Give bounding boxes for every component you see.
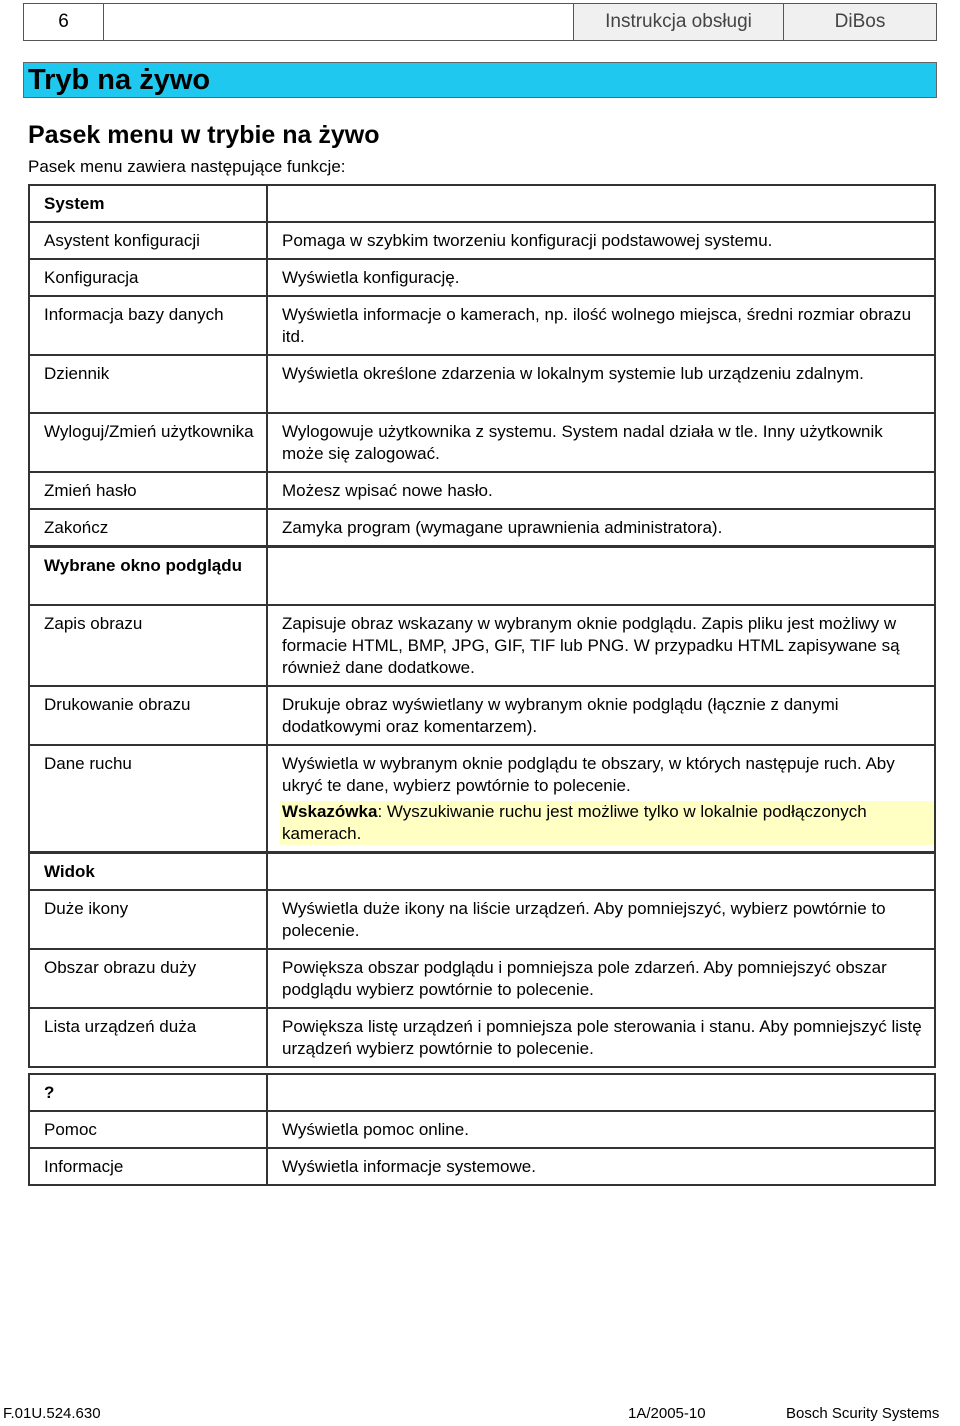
menu-item-desc: Zamyka program (wymagane uprawnienia administratora). xyxy=(267,509,935,546)
chapter-title: Tryb na żywo xyxy=(23,62,937,98)
menu-item-name: Pomoc xyxy=(29,1111,267,1148)
menu-item-name: Lista urządzeń duża xyxy=(29,1008,267,1067)
menu-item-desc: Wyświetla informacje systemowe. xyxy=(267,1148,935,1185)
menu-item-name: Informacje xyxy=(29,1148,267,1185)
group-title-desc xyxy=(267,1074,935,1111)
footer-doc-number: F.01U.524.630 xyxy=(3,1405,101,1422)
menu-item-name: Zakończ xyxy=(29,509,267,546)
header-spacer xyxy=(104,4,574,40)
menu-item-desc: Wyświetla określone zdarzenia w lokalnym systemie lub urządzeniu zdalnym. xyxy=(267,355,935,413)
hint-label: Wskazówka xyxy=(282,802,378,821)
hint-text: : Wyszukiwanie ruchu jest możliwe tylko w lokalnie podłączonych kamerach. xyxy=(282,802,867,843)
menu-item-name: Zapis obrazu xyxy=(29,605,267,686)
menu-item-desc: Powiększa listę urządzeń i pomniejsza pole sterowania i stanu. Aby pomniejszyć listę urządzeń wybierz powtórnie to polecenie. xyxy=(267,1008,935,1067)
group-title-desc xyxy=(267,185,935,222)
menu-item-desc: Drukuje obraz wyświetlany w wybranym oknie podglądu (łącznie z danymi dodatkowymi oraz komentarzem). xyxy=(267,686,935,745)
group-title: ? xyxy=(29,1074,267,1111)
footer-company: Bosch Scurity Systems xyxy=(786,1405,940,1422)
menu-item-desc: Pomaga w szybkim tworzeniu konfiguracji podstawowej systemu. xyxy=(267,222,935,259)
menu-item-name: Konfiguracja xyxy=(29,259,267,296)
menu-item-desc: Powiększa obszar podglądu i pomniejsza pole zdarzeń. Aby pomniejszyć obszar podglądu wybierz powtórnie to polecenie. xyxy=(267,949,935,1008)
preview-window-menu-table xyxy=(28,546,936,853)
group-title: System xyxy=(29,185,267,222)
menu-item-desc: Wylogowuje użytkownika z systemu. System nadal działa w tle. Inny użytkownik może się zalogować. xyxy=(267,413,935,472)
menu-item-name: Wyloguj/Zmień użytkownika xyxy=(29,413,267,472)
menu-item-name: Dziennik xyxy=(29,355,267,413)
menu-item-name: Obszar obrazu duży xyxy=(29,949,267,1008)
help-menu-table xyxy=(28,1073,936,1186)
menu-item-desc: Wyświetla konfigurację. xyxy=(267,259,935,296)
menu-item-desc: Wyświetla duże ikony na liście urządzeń. Aby pomniejszyć, wybierz powtórnie to polecenie. xyxy=(267,890,935,949)
menu-item-desc: Wyświetla w wybranym oknie podglądu te obszary, w których następuje ruch. Aby ukryć te dane, wybierz powtórnie to polecenie. xyxy=(282,754,895,795)
hint-note xyxy=(280,801,934,845)
menu-item-desc: Wyświetla pomoc online. xyxy=(267,1111,935,1148)
menu-item-desc: Zapisuje obraz wskazany w wybranym oknie podglądu. Zapis pliku jest możliwy w formacie HTML, BMP, JPG, GIF, TIF lub PNG. W przypadku HTML zapisywane są również dane dodatkowe. xyxy=(267,605,935,686)
intro-text: Pasek menu zawiera następujące funkcje: xyxy=(28,157,346,176)
menu-item-desc: Możesz wpisać nowe hasło. xyxy=(267,472,935,509)
menu-item-name: Duże ikony xyxy=(29,890,267,949)
menu-item-name: Dane ruchu xyxy=(29,745,267,852)
menu-item-desc: Wyświetla informacje o kamerach, np. ilość wolnego miejsca, średni rozmiar obrazu itd. xyxy=(267,296,935,355)
menu-item-desc-cell xyxy=(267,745,935,852)
group-title: Wybrane okno podglądu xyxy=(29,547,267,605)
menu-item-name: Informacja bazy danych xyxy=(29,296,267,355)
page-header xyxy=(23,3,937,41)
menu-item-name: Drukowanie obrazu xyxy=(29,686,267,745)
menu-item-name: Zmień hasło xyxy=(29,472,267,509)
menu-item-name: Asystent konfiguracji xyxy=(29,222,267,259)
group-title-desc xyxy=(267,547,935,605)
group-title-desc xyxy=(267,853,935,890)
manual-title: Instrukcja obsługi xyxy=(574,4,784,40)
view-menu-table xyxy=(28,852,936,1068)
group-title: Widok xyxy=(29,853,267,890)
section-title: Pasek menu w trybie na żywo xyxy=(28,121,380,149)
system-menu-table xyxy=(28,184,936,547)
page-number: 6 xyxy=(24,4,104,40)
product-name: DiBos xyxy=(784,4,936,40)
footer-version: 1A/2005-10 xyxy=(628,1405,706,1422)
